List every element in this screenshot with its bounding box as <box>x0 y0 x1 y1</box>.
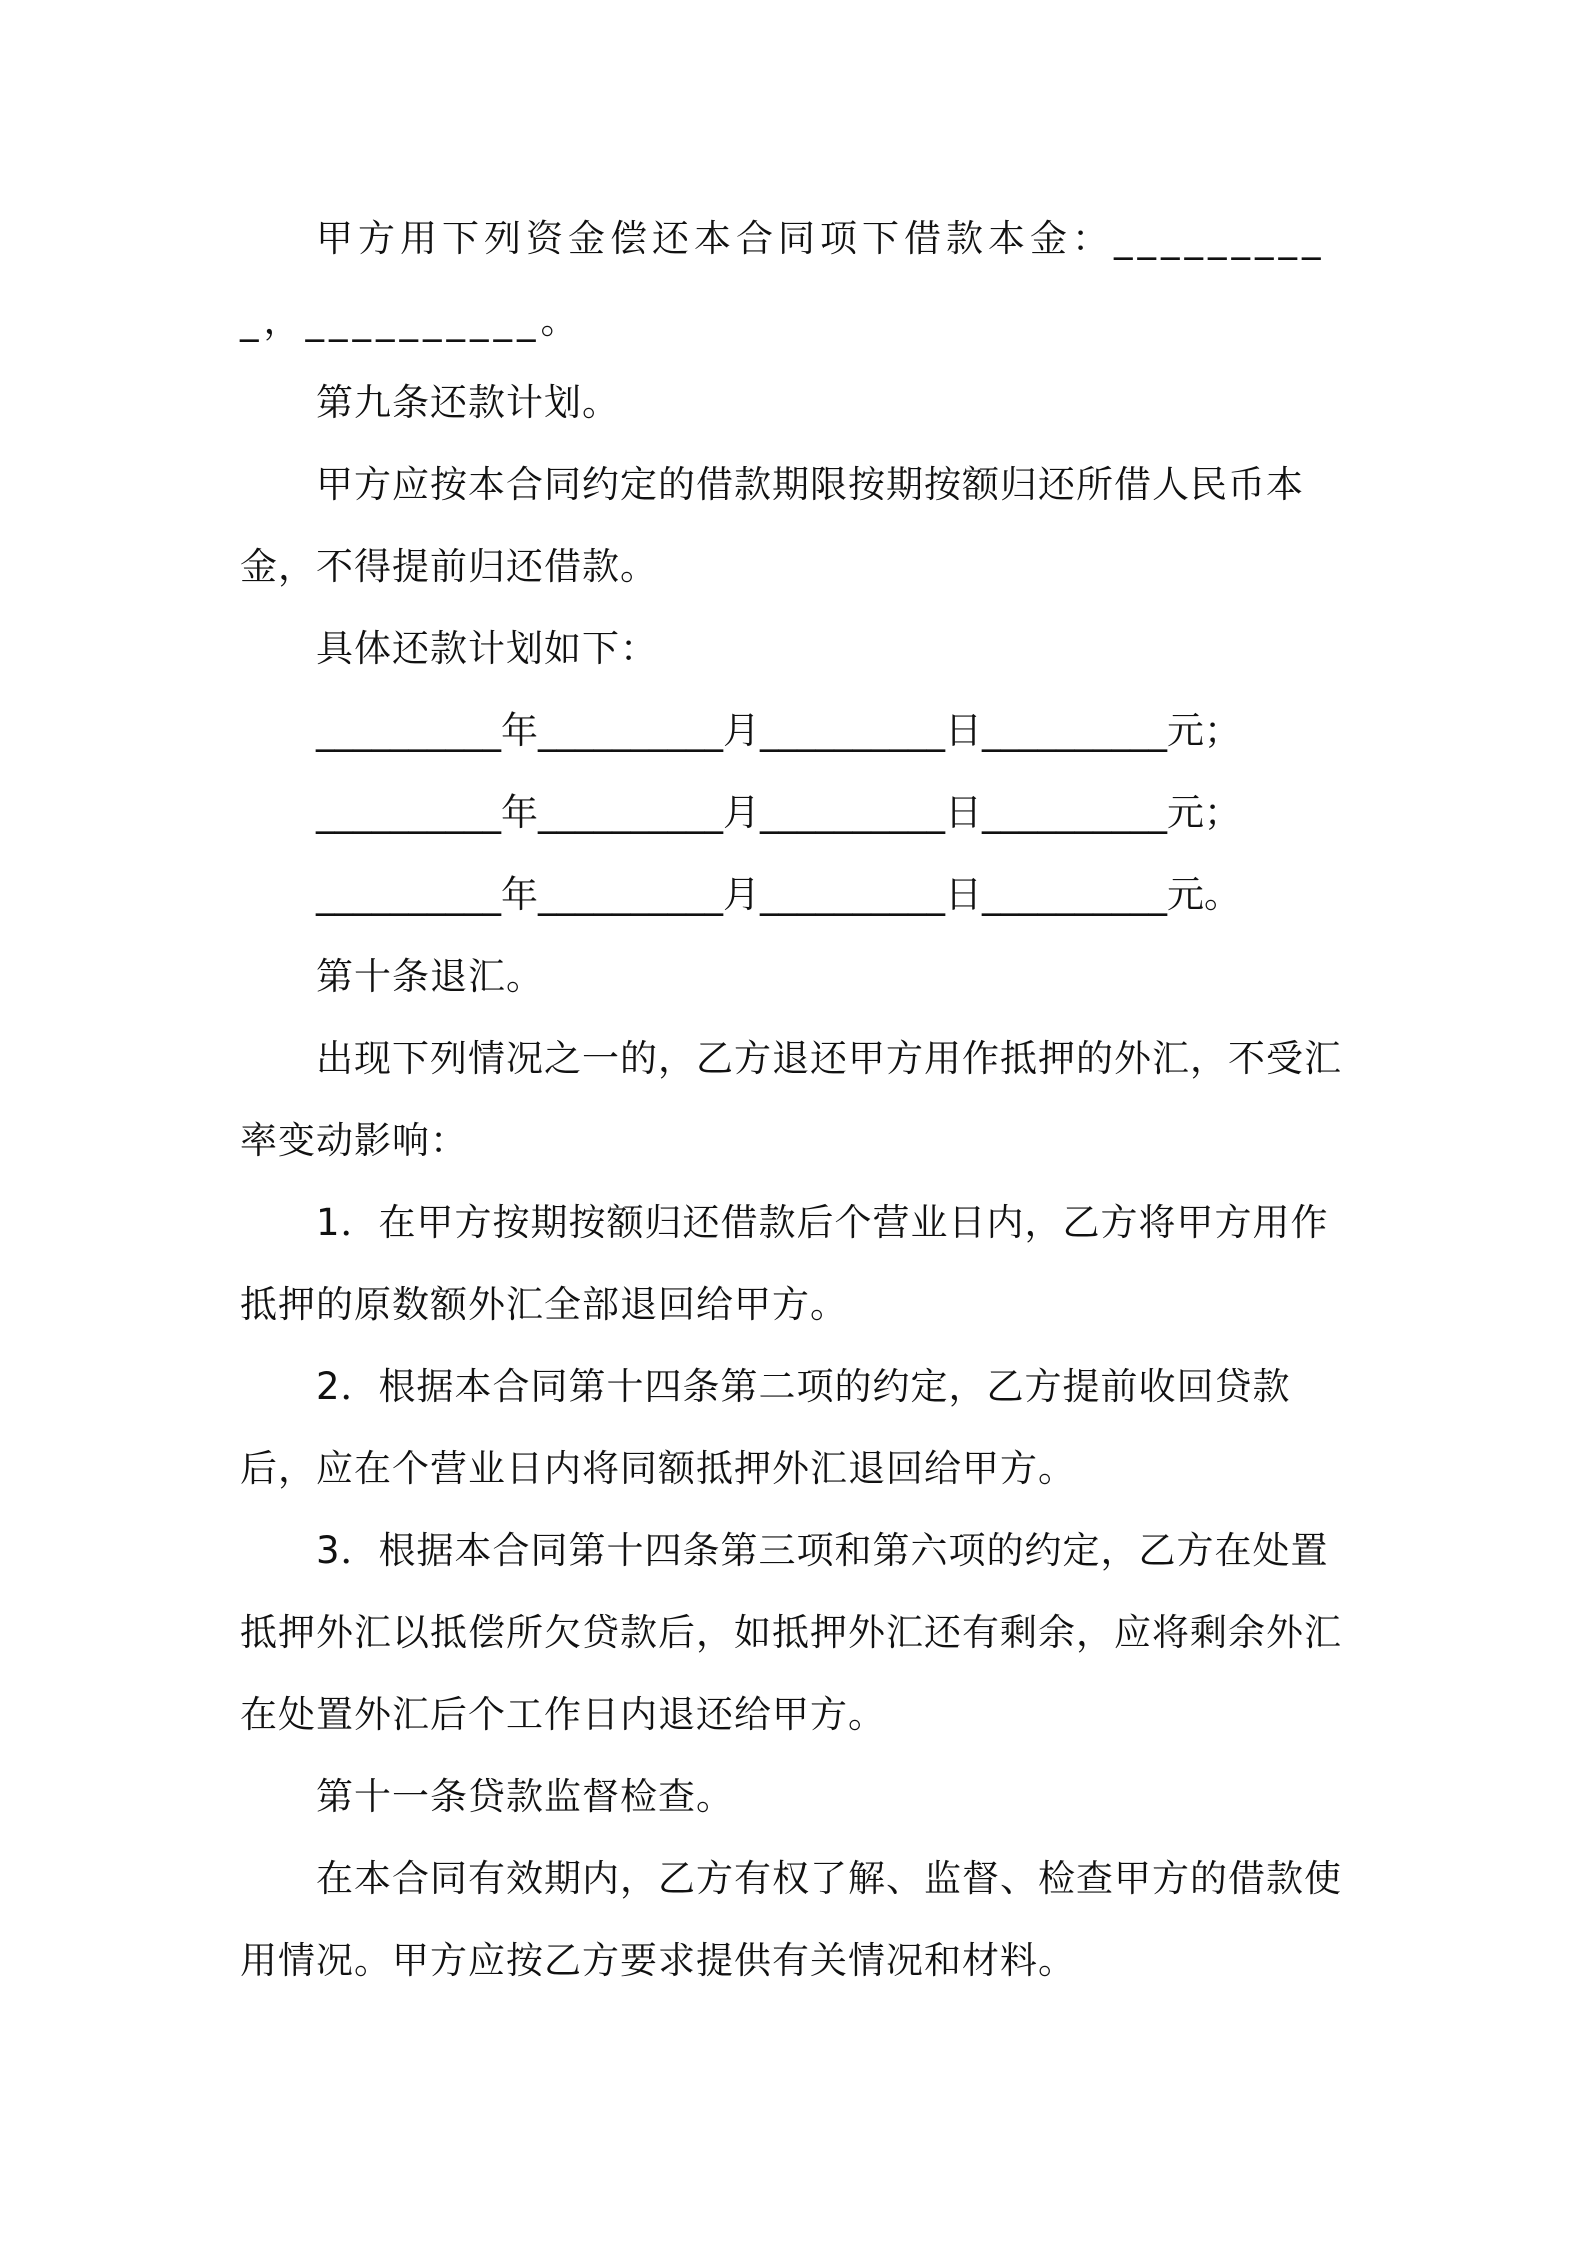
schedule-line-3: __________年__________月__________日__________元。 <box>316 873 1241 916</box>
paragraph-supervision: 在本合同有效期内，乙方有权了解、监督、检查甲方的借款使用情况。甲方应按乙方要求提供有关情况和材料。 <box>240 1857 1342 1982</box>
paragraph-repayment-source: 甲方用下列资金偿还本合同项下借款本金：__________，__________。 <box>240 217 1326 342</box>
paragraph-refund-item-1: 1．在甲方按期按额归还借款后个营业日内，乙方将甲方用作抵押的原数额外汇全部退回给甲方。 <box>240 1201 1329 1326</box>
paragraph-schedule-intro: 具体还款计划如下： <box>316 627 658 670</box>
schedule-line-2: __________年__________月__________日__________元； <box>316 791 1241 834</box>
heading-article-9: 第九条还款计划。 <box>316 381 620 424</box>
schedule-line-1: __________年__________月__________日__________元； <box>316 709 1241 752</box>
paragraph-refund-conditions: 出现下列情况之一的，乙方退还甲方用作抵押的外汇，不受汇率变动影响： <box>240 1037 1342 1162</box>
paragraph-refund-item-3: 3．根据本合同第十四条第三项和第六项的约定，乙方在处置抵押外汇以抵偿所欠贷款后，如抵押外汇还有剩余，应将剩余外汇在处置外汇后个工作日内退还给甲方。 <box>240 1529 1342 1736</box>
heading-article-11: 第十一条贷款监督检查。 <box>316 1775 734 1818</box>
document-body <box>240 198 1350 2002</box>
paragraph-repayment-term: 甲方应按本合同约定的借款期限按期按额归还所借人民币本金，不得提前归还借款。 <box>240 463 1304 588</box>
paragraph-refund-item-2: 2．根据本合同第十四条第二项的约定，乙方提前收回贷款后，应在个营业日内将同额抵押外汇退回给甲方。 <box>240 1365 1291 1490</box>
heading-article-10: 第十条退汇。 <box>316 955 544 998</box>
